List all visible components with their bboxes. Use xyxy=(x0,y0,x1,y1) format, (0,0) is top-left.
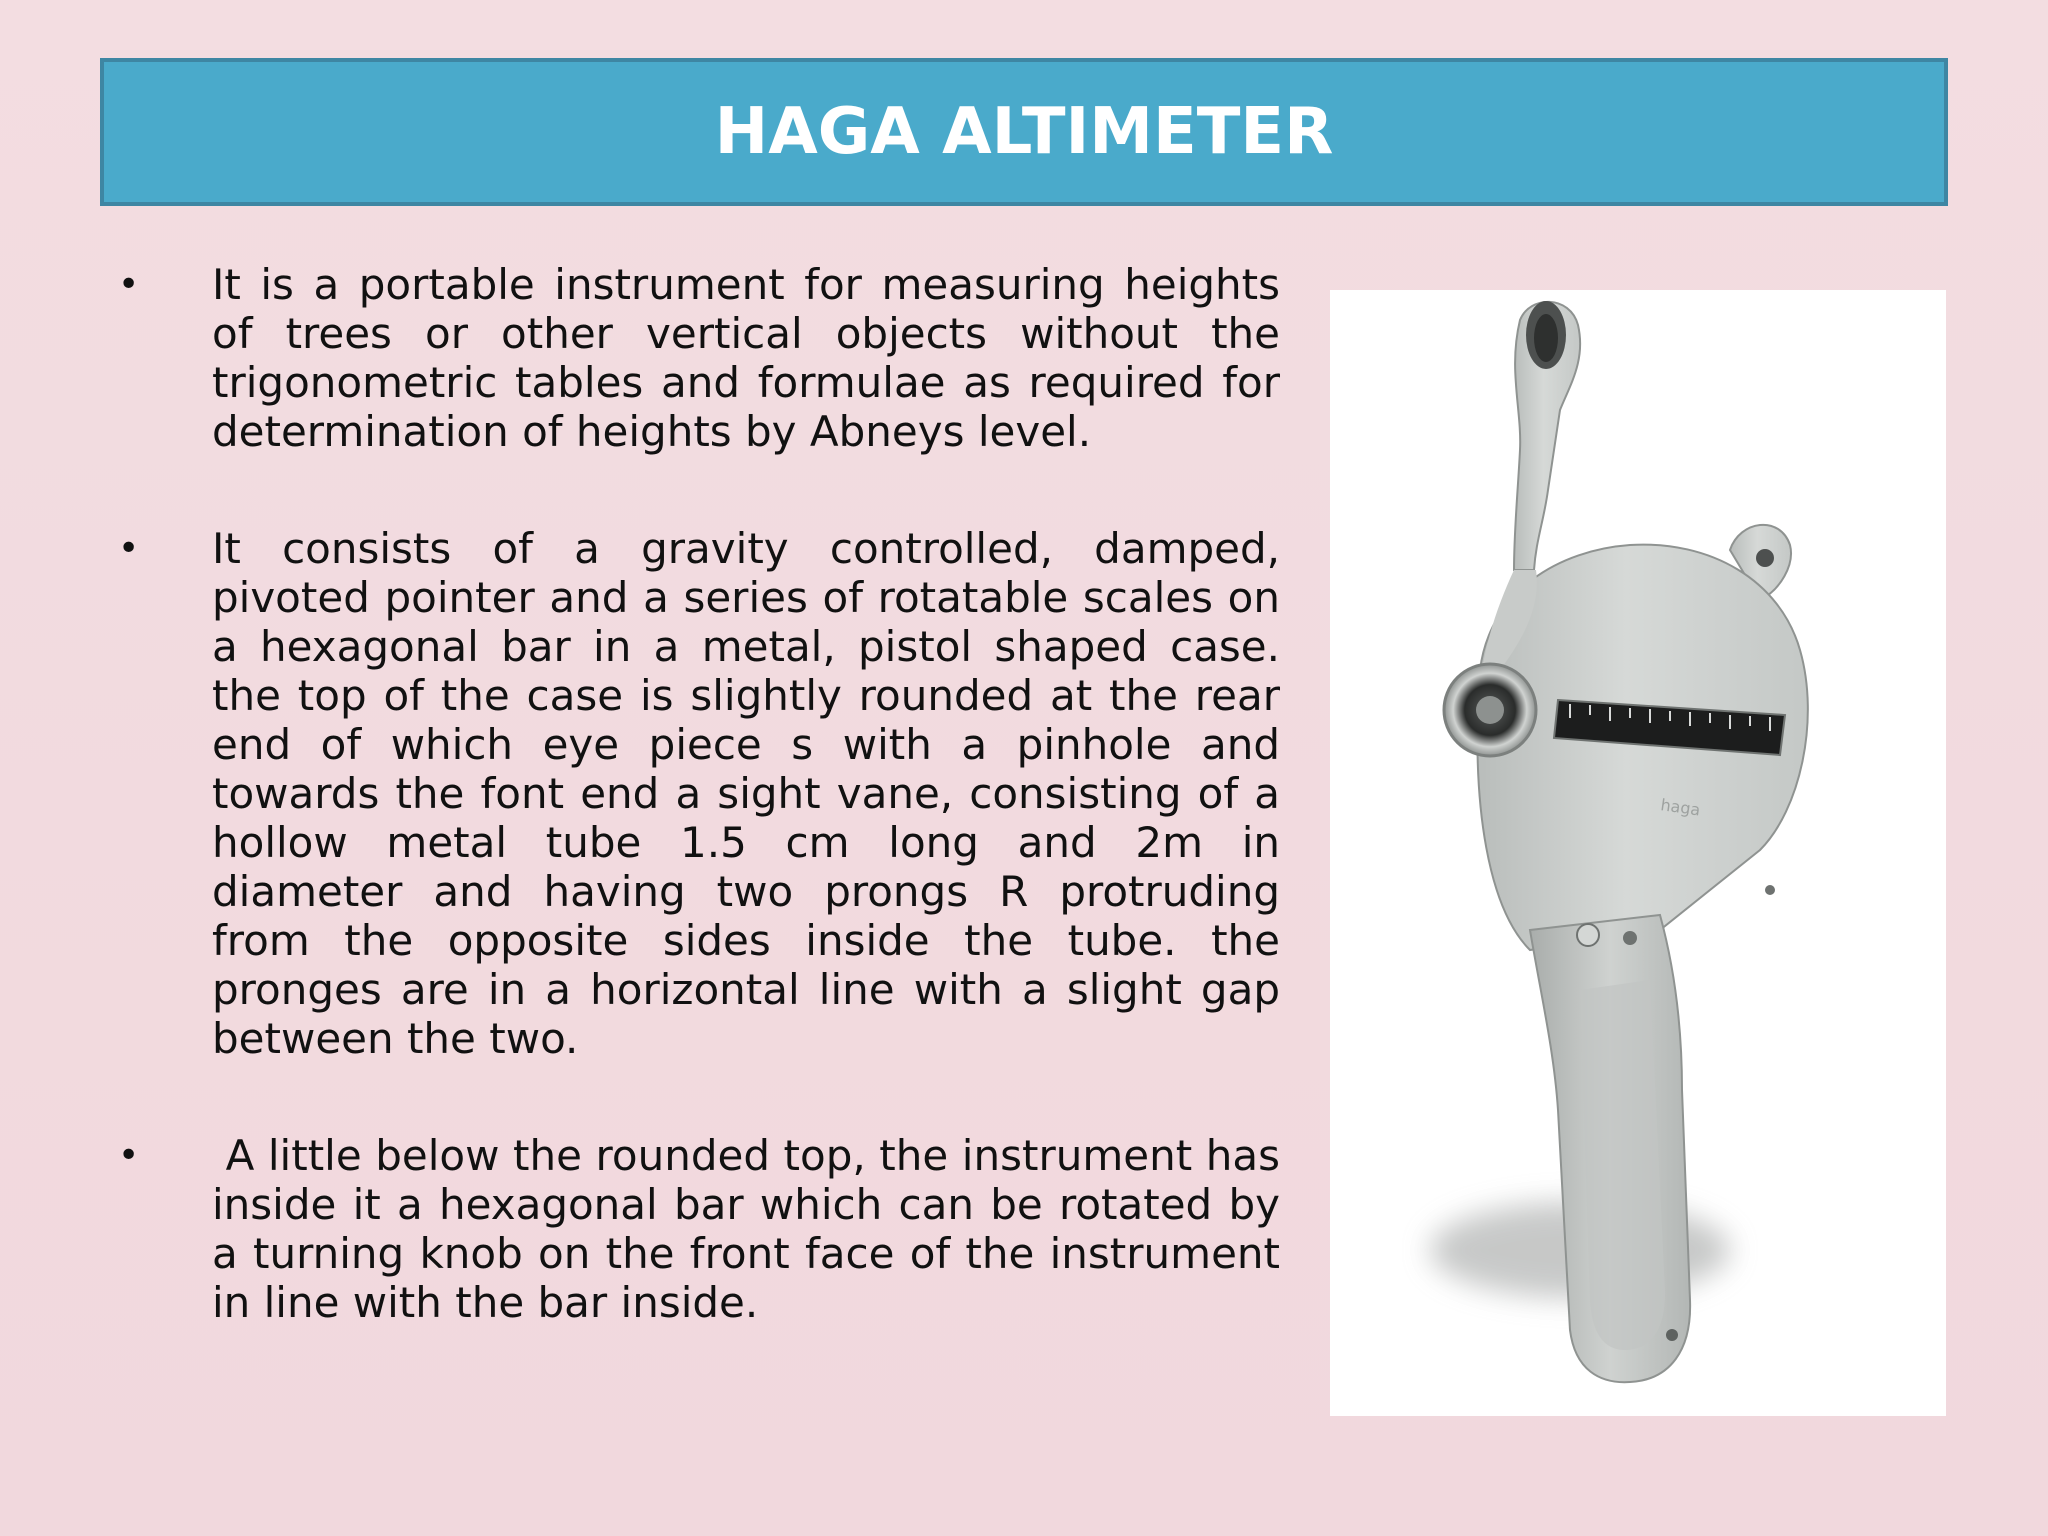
grip-texture xyxy=(1580,980,1665,1350)
screw-icon xyxy=(1577,924,1599,946)
brand-label: haga xyxy=(1659,795,1702,820)
bullet-item xyxy=(110,524,1280,1063)
bullet-item xyxy=(110,260,1280,456)
title-banner xyxy=(100,58,1948,206)
bullet-item xyxy=(110,1131,1294,1327)
screw-icon xyxy=(1765,885,1775,895)
haga-altimeter-photo-icon xyxy=(1330,290,1946,1416)
instrument-photo xyxy=(1330,290,1946,1416)
bullet-text: It consists of a gravity controlled, damped, pivoted pointer and a series of rotatable scales on a hexagonal bar in a metal, pistol shaped case. the top of the case is slightly rounded at the rear end of which eye piece s with a pinhole and towards the font end a sight vane, consisting of a hollow metal tube 1.5 cm long and 2m in diameter and having two prongs R protruding from the opposite sides inside the tube. the pronges are in a horizontal line with a slight gap between the two. xyxy=(212,524,1280,1063)
bullet-list xyxy=(110,260,1294,1395)
bullet-text: A little below the rounded top, the instrument has inside it a hexagonal bar which can be rotated by a turning knob on the front face of the instrument in line with the bar inside. xyxy=(212,1131,1294,1327)
bullet-icon: • xyxy=(118,264,140,305)
bullet-icon: • xyxy=(118,1135,140,1176)
page-title: HAGA ALTIMETER xyxy=(714,95,1334,169)
bullet-text: It is a portable instrument for measuring heights of trees or other vertical objects without the trigonometric tables and formulae as required for determination of heights by Abneys level. xyxy=(212,260,1280,456)
screw-icon xyxy=(1666,1329,1678,1341)
bullet-icon: • xyxy=(118,528,140,569)
screw-icon xyxy=(1623,931,1637,945)
